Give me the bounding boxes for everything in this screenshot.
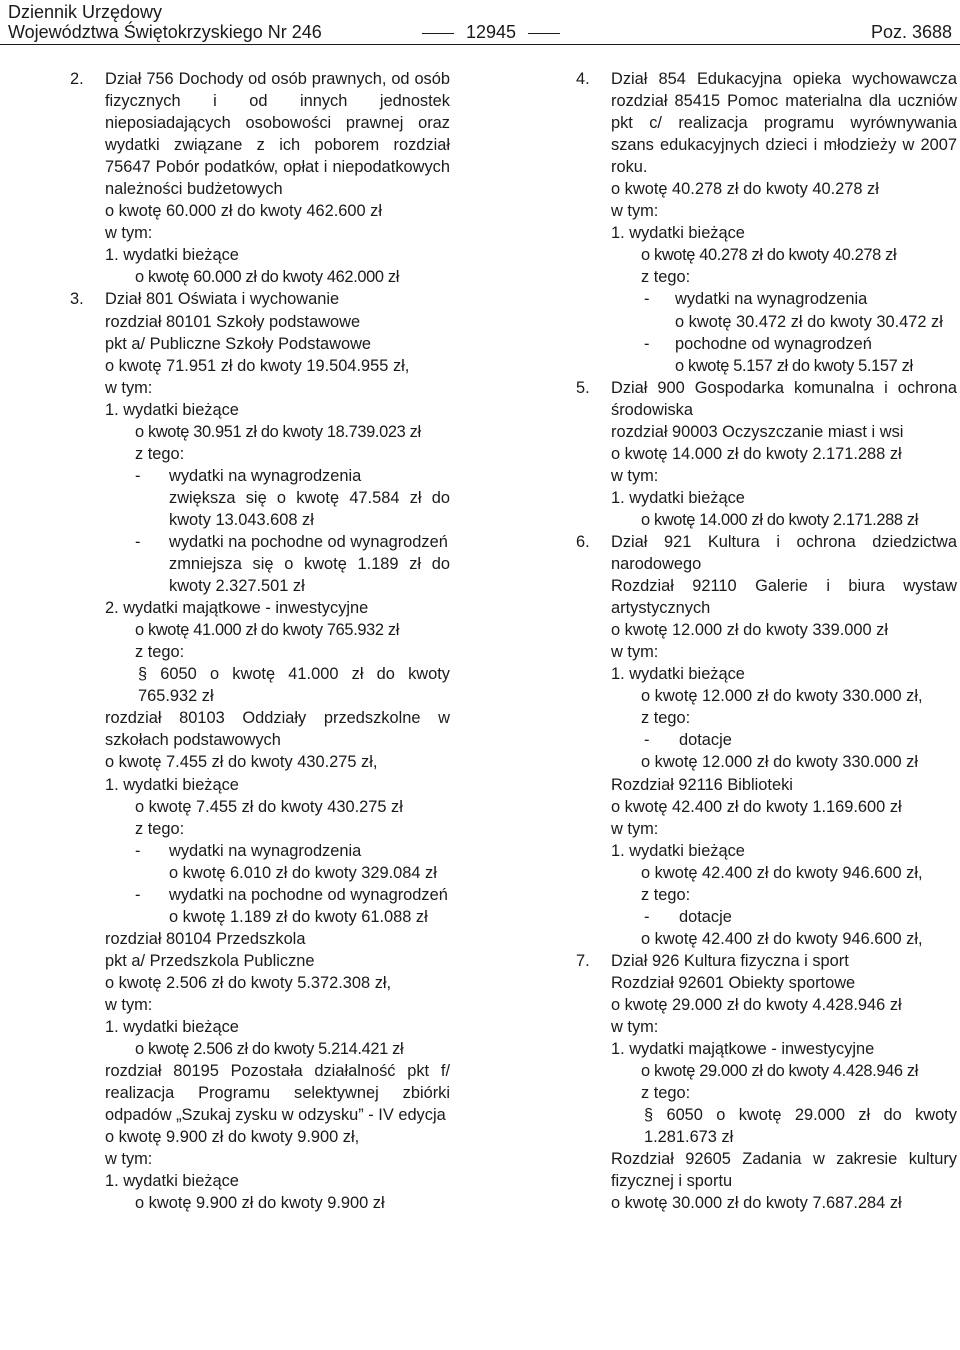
section-amount: o kwotę 71.951 zł do kwoty 19.504.955 zł, xyxy=(105,356,410,375)
dash-item xyxy=(576,729,957,773)
dash-item-detail: o kwotę 12.000 zł do kwoty 330.000 zł xyxy=(641,753,918,772)
dash-marker: - xyxy=(135,466,141,485)
current-expenses-label: 1. wydatki bieżące xyxy=(105,1018,239,1037)
section-heading: Dział 900 Gospodarka komunalna i ochrona środowiska xyxy=(611,378,957,419)
section-amount: o kwotę 60.000 zł do kwoty 462.600 zł xyxy=(105,202,382,221)
of-which-label: z tego: xyxy=(135,643,185,662)
capital-expenses-amount: o kwotę 41.000 zł do kwoty 765.932 zł xyxy=(135,621,400,640)
page-number-block xyxy=(410,21,572,43)
section-heading: Dział 926 Kultura fizyczna i sport xyxy=(611,951,849,970)
page-header xyxy=(0,0,960,44)
current-expenses-label: 1. wydatki bieżące xyxy=(105,400,239,419)
current-expenses-label: 1. wydatki bieżące xyxy=(105,246,239,265)
section-number: 5. xyxy=(576,378,590,397)
chapter-label: rozdział 80101 Szkoły podstawowe xyxy=(105,312,361,331)
dash-item-detail: o kwotę 30.472 zł do kwoty 30.472 zł xyxy=(675,312,943,331)
in-which-label: w tym: xyxy=(611,202,659,221)
dash-item-title: wydatki na wynagrodzenia xyxy=(169,466,362,485)
current-expenses-label: 1. wydatki bieżące xyxy=(611,488,745,507)
section-heading: Dział 801 Oświata i wychowanie xyxy=(105,290,340,309)
in-which-label: w tym: xyxy=(105,224,153,243)
current-expenses-label: 1. wydatki bieżące xyxy=(105,775,239,794)
dash-item xyxy=(70,531,450,597)
section-3 xyxy=(70,288,450,310)
paragraph-item: § 6050 o kwotę 29.000 zł do kwoty 1.281.673 zł xyxy=(644,1106,957,1147)
dash-item xyxy=(70,465,450,531)
dash-item-detail: o kwotę 6.010 zł do kwoty 329.084 zł xyxy=(169,863,437,882)
journal-title: Dziennik Urzędowy xyxy=(8,2,163,22)
current-expenses-label: 1. wydatki bieżące xyxy=(611,665,745,684)
section-5 xyxy=(576,377,957,421)
dash-marker: - xyxy=(135,885,141,904)
section-amount: o kwotę 12.000 zł do kwoty 339.000 zł xyxy=(611,621,888,640)
section-heading: Dział 854 Edukacyjna opieka wychowawcza rozdział 85415 Pomoc materialna dla uczniów pkt c/ realizacja programu wyrównywania szans edukacyjnych dzieci i młodzieży w 2007 roku. xyxy=(611,70,957,177)
in-which-label: w tym: xyxy=(105,378,153,397)
section-7 xyxy=(576,950,957,972)
dash-marker: - xyxy=(644,907,650,926)
section-amount: o kwotę 42.400 zł do kwoty 1.169.600 zł xyxy=(611,797,902,816)
dash-marker: - xyxy=(644,290,650,309)
current-expenses-label: 1. wydatki bieżące xyxy=(611,224,745,243)
section-amount: o kwotę 29.000 zł do kwoty 4.428.946 zł xyxy=(611,995,902,1014)
chapter-80104: rozdział 80104 Przedszkola xyxy=(105,929,306,948)
dash-item-title: pochodne od wynagrodzeń xyxy=(675,334,872,353)
in-which-label: w tym: xyxy=(611,819,659,838)
section-number: 7. xyxy=(576,951,590,970)
chapter-label: rozdział 90003 Oczyszczanie miast i wsi xyxy=(611,422,904,441)
in-which-label: w tym: xyxy=(611,1018,659,1037)
dash-item-title: wydatki na pochodne od wynagrodzeń xyxy=(169,885,448,904)
voivodeship-issue: Województwa Świętokrzyskiego Nr 246 xyxy=(8,22,322,42)
of-which-label: z tego: xyxy=(641,1084,691,1103)
page-number-dash-right xyxy=(528,33,560,34)
dash-item-detail: zwiększa się o kwotę 47.584 zł do kwoty 13.043.608 zł xyxy=(169,488,450,529)
section-amount: o kwotę 30.000 zł do kwoty 7.687.284 zł xyxy=(611,1194,902,1213)
current-expenses-label: 1. wydatki bieżące xyxy=(611,841,745,860)
dash-item-detail: o kwotę 1.189 zł do kwoty 61.088 zł xyxy=(169,907,428,926)
current-expenses-label: 1. wydatki bieżące xyxy=(105,1172,239,1191)
current-expenses-amount: o kwotę 14.000 zł do kwoty 2.171.288 zł xyxy=(641,510,919,529)
chapter-92116: Rozdział 92116 Biblioteki xyxy=(611,775,793,794)
section-number: 3. xyxy=(70,290,84,309)
capital-expenses-label: 2. wydatki majątkowe - inwestycyjne xyxy=(105,599,369,618)
capital-expenses-label: 1. wydatki majątkowe - inwestycyjne xyxy=(611,1040,875,1059)
page-number: 12945 xyxy=(466,22,517,42)
item-label: pkt a/ Przedszkola Publiczne xyxy=(105,951,315,970)
current-expenses-amount: o kwotę 60.000 zł do kwoty 462.000 zł xyxy=(135,268,400,287)
dash-marker: - xyxy=(644,334,650,353)
dash-item-detail: o kwotę 5.157 zł do kwoty 5.157 zł xyxy=(675,356,913,375)
right-column xyxy=(576,68,957,1214)
paragraph-item: § 6050 o kwotę 41.000 zł do kwoty 765.932 zł xyxy=(138,665,450,706)
page-number-dash-left xyxy=(422,33,454,34)
section-4 xyxy=(576,68,957,178)
current-expenses-amount: o kwotę 7.455 zł do kwoty 430.275 zł xyxy=(135,797,403,816)
dash-item-title: dotacje xyxy=(679,907,732,926)
chapter-80103: rozdział 80103 Oddziały przedszkolne w szkołach podstawowych xyxy=(105,709,450,750)
current-expenses-amount: o kwotę 2.506 zł do kwoty 5.214.421 zł xyxy=(135,1040,404,1059)
header-rule xyxy=(0,44,960,45)
section-2 xyxy=(70,68,450,200)
dash-item-detail: o kwotę 42.400 zł do kwoty 946.600 zł, xyxy=(641,929,923,948)
section-amount: o kwotę 40.278 zł do kwoty 40.278 zł xyxy=(611,180,879,199)
current-expenses-amount: o kwotę 9.900 zł do kwoty 9.900 zł xyxy=(135,1194,385,1213)
of-which-label: z tego: xyxy=(135,819,185,838)
in-which-label: w tym: xyxy=(611,643,659,662)
position-number: Poz. 3688 xyxy=(870,22,952,42)
dash-item-title: wydatki na wynagrodzenia xyxy=(675,290,868,309)
dash-marker: - xyxy=(644,731,650,750)
section-heading: Dział 921 Kultura i ochrona dziedzictwa narodowego xyxy=(611,532,957,574)
current-expenses-amount: o kwotę 12.000 zł do kwoty 330.000 zł, xyxy=(641,687,923,706)
in-which-label: w tym: xyxy=(611,466,659,485)
dash-item xyxy=(576,288,957,332)
chapter-92605: Rozdział 92605 Zadania w zakresie kultury fizycznej i sportu xyxy=(611,1150,957,1191)
chapter-92601: Rozdział 92601 Obiekty sportowe xyxy=(611,973,856,992)
dash-item xyxy=(70,840,450,884)
section-amount: o kwotę 2.506 zł do kwoty 5.372.308 zł, xyxy=(105,973,392,992)
chapter-92110: Rozdział 92110 Galerie i biura wystaw artystycznych xyxy=(611,577,957,618)
dash-marker: - xyxy=(135,532,141,551)
section-amount: o kwotę 7.455 zł do kwoty 430.275 zł, xyxy=(105,753,378,772)
dash-item xyxy=(576,906,957,950)
section-amount: o kwotę 14.000 zł do kwoty 2.171.288 zł xyxy=(611,444,902,463)
dash-item xyxy=(576,333,957,377)
chapter-80195: rozdział 80195 Pozostała działalność pkt f/ realizacja Programu selektywnej zbiórki odpadów „Szukaj zysku w odzysku” - IV edycja xyxy=(105,1062,450,1125)
of-which-label: z tego: xyxy=(641,885,691,904)
dash-item-title: dotacje xyxy=(679,731,732,750)
item-label: pkt a/ Publiczne Szkoły Podstawowe xyxy=(105,334,372,353)
current-expenses-amount: o kwotę 30.951 zł do kwoty 18.739.023 zł xyxy=(135,422,421,441)
dash-item xyxy=(70,884,450,928)
section-heading: Dział 756 Dochody od osób prawnych, od osób fizycznych i od innych jednostek nieposiadających osobowości prawnej oraz wydatki związane z ich poborem rozdział 75647 Pobór podatków, opłat i niepodatkowych należności budżetowych xyxy=(105,70,450,199)
left-column xyxy=(70,68,450,1214)
current-expenses-amount: o kwotę 40.278 zł do kwoty 40.278 zł xyxy=(641,246,897,265)
dash-item-title: wydatki na pochodne od wynagrodzeń xyxy=(169,532,448,551)
in-which-label: w tym: xyxy=(105,995,153,1014)
dash-item-title: wydatki na wynagrodzenia xyxy=(169,841,362,860)
of-which-label: z tego: xyxy=(135,444,185,463)
section-number: 2. xyxy=(70,70,84,88)
section-number: 4. xyxy=(576,70,590,88)
of-which-label: z tego: xyxy=(641,709,691,728)
section-6 xyxy=(576,531,957,575)
in-which-label: w tym: xyxy=(105,1150,153,1169)
of-which-label: z tego: xyxy=(641,268,691,287)
section-amount: o kwotę 9.900 zł do kwoty 9.900 zł, xyxy=(105,1128,360,1147)
dash-item-detail: zmniejsza się o kwotę 1.189 zł do kwoty 2.327.501 zł xyxy=(169,555,450,596)
dash-marker: - xyxy=(135,841,141,860)
capital-expenses-amount: o kwotę 29.000 zł do kwoty 4.428.946 zł xyxy=(641,1062,919,1081)
current-expenses-amount: o kwotę 42.400 zł do kwoty 946.600 zł, xyxy=(641,863,923,882)
section-number: 6. xyxy=(576,532,590,551)
